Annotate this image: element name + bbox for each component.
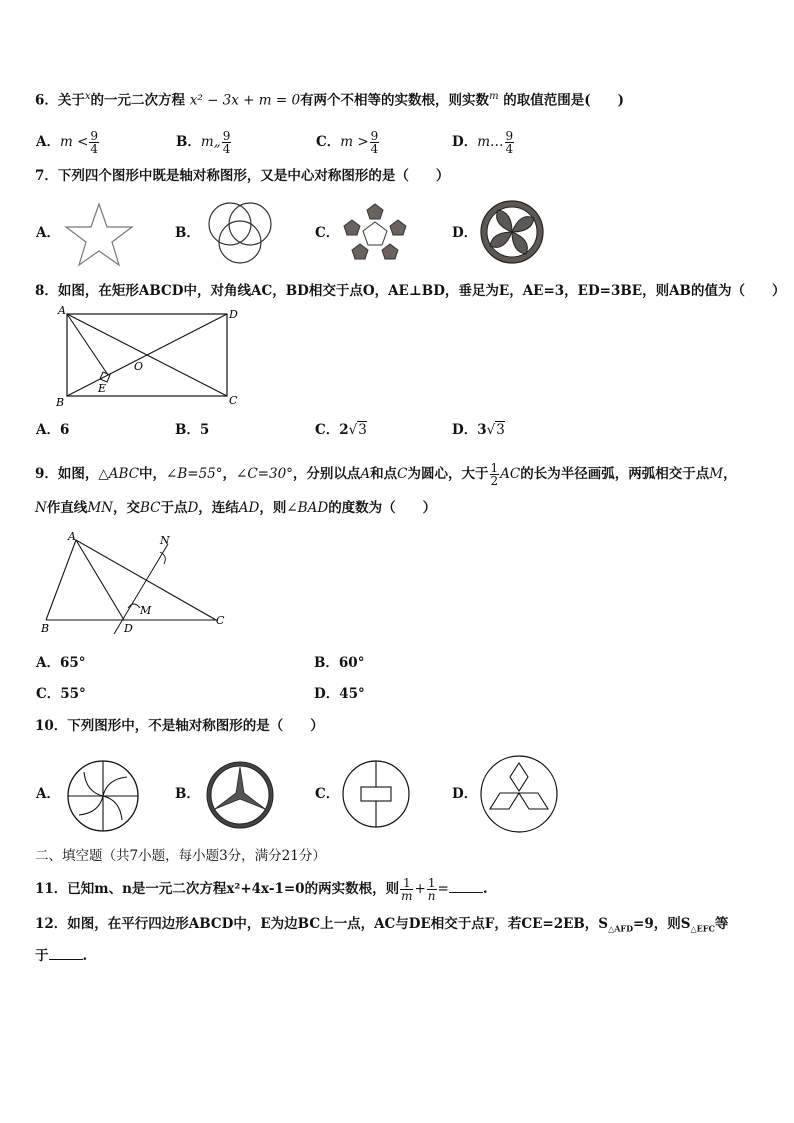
- denominator: 4: [222, 142, 231, 156]
- three-circles-figure: [200, 198, 280, 268]
- denominator: 4: [505, 142, 514, 156]
- numerator: 9: [222, 129, 231, 143]
- plus-sign: +: [414, 881, 426, 897]
- numerator: 9: [505, 129, 514, 143]
- q9-text: 和点: [370, 466, 398, 482]
- q6-b-expr: m„: [200, 134, 221, 150]
- q9-side-bc: BC: [139, 500, 161, 516]
- q9-label-m: M: [140, 604, 152, 617]
- q12-text: 于: [35, 948, 49, 964]
- q9-text: 的长为半径画弧，两弧相交于点: [520, 466, 710, 482]
- q10-option-c-label[interactable]: C．: [315, 786, 340, 802]
- q10-stem: 10．下列图形中，不是轴对称图形的是（ ）: [35, 718, 324, 734]
- q6-equation: x² − 3x + m = 0: [189, 92, 301, 109]
- q8-label-e: E: [98, 382, 107, 395]
- star-figure: [62, 200, 136, 268]
- q9-text: 于点: [160, 500, 188, 516]
- option-label: D．: [452, 422, 478, 438]
- numerator: 1: [400, 877, 413, 890]
- option-value: 5: [199, 422, 210, 438]
- q9-line-mn: MN: [87, 500, 113, 516]
- radicand: 3: [358, 422, 367, 438]
- fraction: [505, 130, 515, 155]
- q8-label-d: D: [229, 308, 238, 321]
- option-label: D．: [452, 134, 478, 150]
- q6-a-expr: m <: [59, 134, 89, 150]
- q6-option-b[interactable]: [176, 130, 232, 155]
- q8-option-d[interactable]: [452, 422, 505, 438]
- q10-option-d-label[interactable]: D．: [452, 786, 478, 802]
- fraction: [400, 877, 413, 902]
- q9-point-d: D: [187, 500, 199, 516]
- fraction: [490, 462, 500, 487]
- q7-option-d-label[interactable]: D．: [452, 225, 478, 241]
- denominator: 4: [90, 142, 99, 156]
- q9-stem-line1: [35, 462, 737, 487]
- fraction: [89, 130, 99, 155]
- q9-segment-ad: AD: [238, 500, 260, 516]
- q9-text: 中，: [139, 466, 167, 482]
- q10-option-b-label[interactable]: B．: [175, 786, 200, 802]
- numerator: 9: [370, 129, 379, 143]
- q12-sub-efc: △EFC: [690, 923, 715, 934]
- denominator: m: [401, 889, 413, 903]
- q6-var-m: m: [489, 91, 499, 102]
- section-2-title: 二、填空题（共7小题，每小题3分，满分21分）: [35, 848, 326, 864]
- q8-label-o: O: [134, 360, 144, 373]
- q9-text: 作直线: [46, 500, 88, 516]
- q12-text: =9，则S: [633, 916, 691, 932]
- q8-stem: 8．如图，在矩形ABCD中，对角线AC，BD相交于点O，AE⊥BD，垂足为E，AE=3，ED=3BE，则AB的值为（ ）: [35, 283, 786, 299]
- q6-option-d[interactable]: [452, 130, 515, 155]
- option-value: 6: [59, 422, 70, 438]
- q10-option-a-label[interactable]: A．: [36, 786, 60, 802]
- q9-point-m: M: [709, 466, 724, 482]
- three-point-star-figure: [203, 758, 277, 832]
- q6-option-a[interactable]: [36, 130, 100, 155]
- q6-stem-c: 有两个不相等的实数根，则实数: [300, 92, 490, 109]
- q6-stem: [35, 89, 624, 109]
- fraction: [222, 130, 232, 155]
- q9-option-c[interactable]: C．55°: [36, 686, 86, 702]
- q9-label-b: B: [41, 622, 50, 635]
- option-coef: 3: [477, 422, 487, 438]
- option-coef: 2: [339, 422, 349, 438]
- q6-stem-a: 6．关于: [35, 92, 85, 109]
- q6-stem-d: 的取值范围是( ): [503, 92, 625, 109]
- equals-sign: =: [437, 881, 449, 897]
- q9-triangle-figure: [36, 528, 232, 636]
- denominator: 2: [490, 474, 499, 488]
- q12-sub-afd: △AFD: [608, 923, 634, 934]
- q12-stem-line1: [35, 916, 728, 937]
- sqrt-sign: √: [348, 422, 358, 438]
- q9-text: ，分别以点: [292, 466, 361, 482]
- option-label: A．: [36, 422, 60, 438]
- pentagon-ring-figure: [340, 200, 410, 264]
- fraction: [427, 877, 437, 902]
- q8-label-c: C: [229, 394, 238, 407]
- q9-point-c: C: [397, 466, 408, 482]
- q8-rectangle-figure: [52, 302, 242, 410]
- denominator: n: [427, 889, 436, 903]
- fraction: [370, 130, 380, 155]
- q9-point-a: A: [360, 466, 371, 482]
- q11-end: .: [482, 881, 488, 897]
- four-petal-circle-figure: [478, 198, 546, 266]
- q9-option-b[interactable]: B．60°: [314, 655, 365, 671]
- q6-var-x: x: [84, 91, 91, 102]
- denominator: 4: [370, 142, 379, 156]
- answer-blank[interactable]: [49, 959, 83, 960]
- q12-end: .: [82, 948, 88, 964]
- q8-option-a[interactable]: [36, 422, 69, 438]
- numerator: 1: [427, 876, 436, 890]
- answer-blank[interactable]: [449, 892, 483, 893]
- q7-option-a-label[interactable]: A．: [36, 225, 60, 241]
- q9-point-n: N: [35, 500, 47, 516]
- q9-text: 为圆心，大于: [407, 466, 489, 482]
- q6-option-c[interactable]: [316, 130, 380, 155]
- q9-triangle: △ABC: [98, 466, 140, 482]
- numerator: 9: [90, 129, 99, 143]
- q9-text: 9．如图，: [35, 466, 99, 482]
- option-label: B．: [176, 134, 201, 150]
- q12-text: 等: [714, 916, 729, 932]
- q8-label-b: B: [56, 396, 65, 409]
- q7-stem: 7．下列四个图形中既是轴对称图形，又是中心对称图形的是（ ）: [35, 168, 450, 184]
- sqrt-sign: √: [486, 422, 496, 438]
- q9-text: 的度数为（ ）: [328, 500, 437, 516]
- q9-text: ，交: [112, 500, 140, 516]
- q12-stem-line2: [35, 948, 87, 964]
- circle-square-figure: [340, 758, 412, 830]
- q9-segment-ac: AC: [500, 466, 521, 482]
- option-label: C．: [316, 134, 341, 150]
- q12-text: 12．如图，在平行四边形ABCD中，E为边BC上一点，AC与DE相交于点F，若CE=2EB，S: [35, 916, 609, 932]
- q9-text: ，则: [259, 500, 287, 516]
- q9-option-a[interactable]: A．65°: [36, 655, 86, 671]
- q9-text: ，: [723, 466, 737, 482]
- q6-c-expr: m >: [340, 134, 369, 150]
- q6-stem-b: 的一元二次方程: [90, 92, 186, 109]
- radicand: 3: [496, 422, 505, 438]
- q9-angle-c: ∠C=30°: [236, 466, 293, 482]
- q7-option-b-label[interactable]: B．: [175, 225, 200, 241]
- q9-stem-line2: [35, 500, 436, 516]
- numerator: 1: [490, 461, 499, 475]
- q8-label-a: A: [58, 304, 66, 317]
- q9-label-c: C: [216, 614, 225, 627]
- option-label: C．: [315, 422, 340, 438]
- three-diamonds-figure: [478, 753, 560, 835]
- q9-option-d[interactable]: D．45°: [314, 686, 365, 702]
- q9-text: ，: [222, 466, 237, 482]
- q9-label-d: D: [124, 622, 133, 635]
- option-label: A．: [36, 134, 60, 150]
- q6-d-expr: m…: [477, 134, 504, 150]
- q9-label-a: A: [68, 530, 76, 543]
- q8-option-b[interactable]: [175, 422, 209, 438]
- option-label: B．: [175, 422, 200, 438]
- q9-angle-bad: ∠BAD: [286, 500, 329, 516]
- q8-option-c[interactable]: [315, 422, 367, 438]
- q11-text: 11．已知m、n是一元二次方程x²+4x-1=0的两实数根，则: [35, 881, 400, 897]
- q7-option-c-label[interactable]: C．: [315, 225, 340, 241]
- q9-label-n: N: [160, 534, 170, 547]
- q9-angle-b: ∠B=55°: [166, 466, 223, 482]
- q11-stem: [35, 877, 488, 902]
- pinwheel-figure: [64, 758, 142, 834]
- q9-text: ，连结: [198, 500, 239, 516]
